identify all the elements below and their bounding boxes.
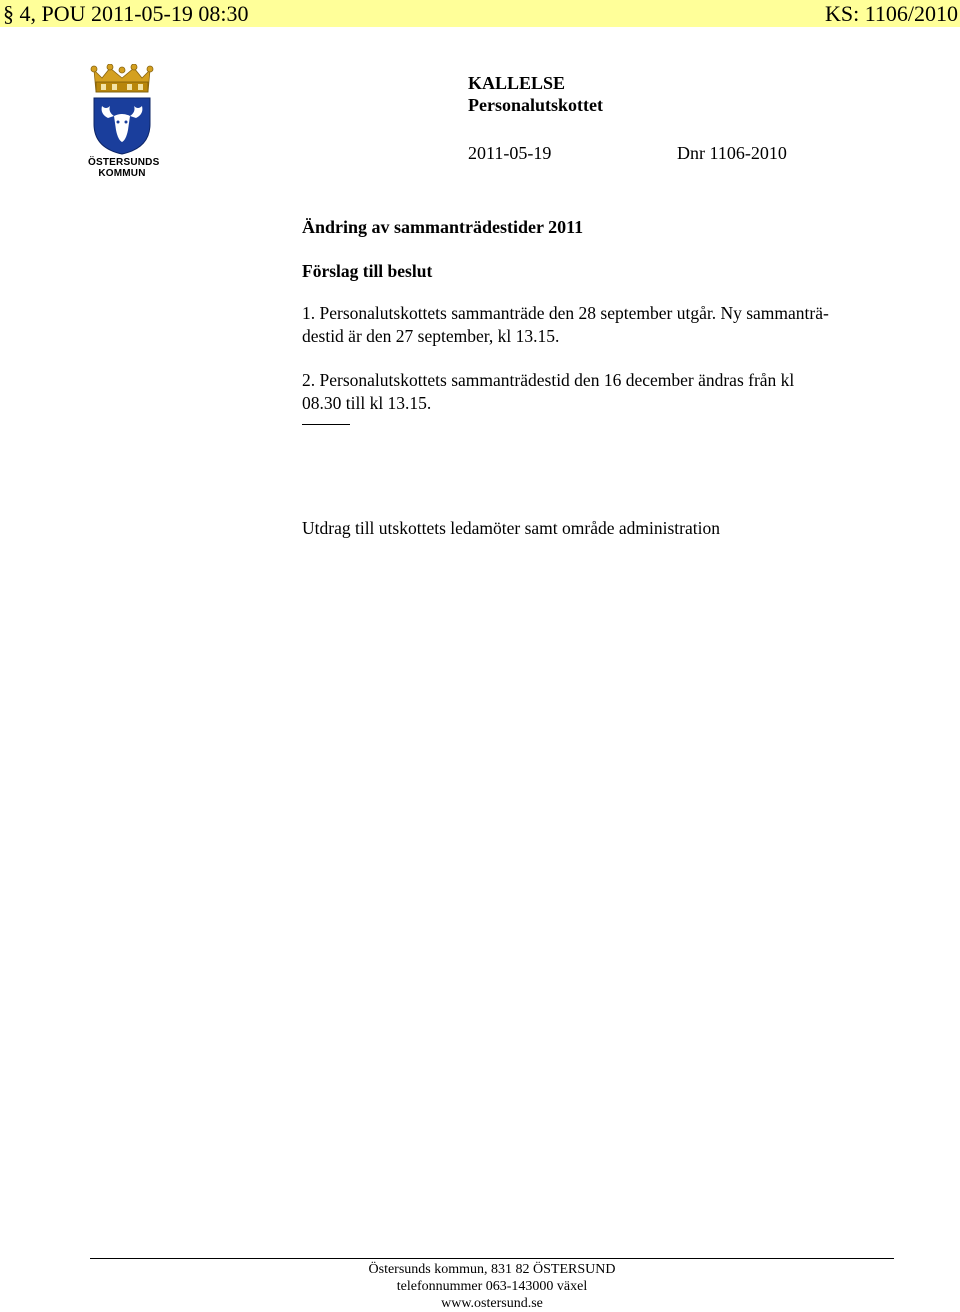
proposal-item-2-line-1: 2. Personalutskottets sammanträdestid den 16 december ändras från kl <box>302 370 795 390</box>
header-bar <box>0 0 960 27</box>
logo-text-line1: ÖSTERSUNDS <box>88 157 160 168</box>
proposal-item-2 <box>302 369 902 414</box>
footer-address: Östersunds kommun, 831 82 ÖSTERSUND <box>368 1262 616 1277</box>
footer-divider <box>90 1258 894 1259</box>
logo-text-line2: KOMMUN <box>98 168 146 179</box>
proposal-item-2-line-2: 08.30 till kl 13.15. <box>302 392 432 413</box>
header-bar-case-number: KS: 1106/2010 <box>824 1 958 26</box>
document-department: Personalutskottet <box>468 95 603 115</box>
proposal-heading: Förslag till beslut <box>302 261 433 281</box>
municipality-logo <box>88 64 160 182</box>
distribution-note: Utdrag till utskottets ledamöter samt område administration <box>302 518 720 538</box>
ostersunds-kommun-coat-of-arms-icon <box>88 64 156 156</box>
document-body <box>302 216 902 562</box>
proposal-item-1-line-1: 1. Personalutskottets sammanträde den 28 september utgår. Ny sammanträ- <box>302 303 829 323</box>
footer-website: www.ostersund.se <box>441 1296 543 1311</box>
document-title: Ändring av sammanträdestider 2011 <box>302 217 584 237</box>
header-bar-meeting-ref: § 4, POU 2011-05-19 08:30 <box>3 1 249 26</box>
footer-phone: telefonnummer 063-143000 växel <box>396 1279 588 1294</box>
document-header <box>468 72 603 116</box>
proposal-item-1-line-2: destid är den 27 september, kl 13.15. <box>302 325 560 346</box>
section-divider <box>302 424 350 425</box>
proposal-item-1 <box>302 302 902 347</box>
document-date: 2011-05-19 <box>468 143 552 163</box>
footer <box>90 1261 894 1312</box>
document-type: KALLELSE <box>468 73 566 93</box>
document-dnr: Dnr 1106-2010 <box>677 143 787 163</box>
